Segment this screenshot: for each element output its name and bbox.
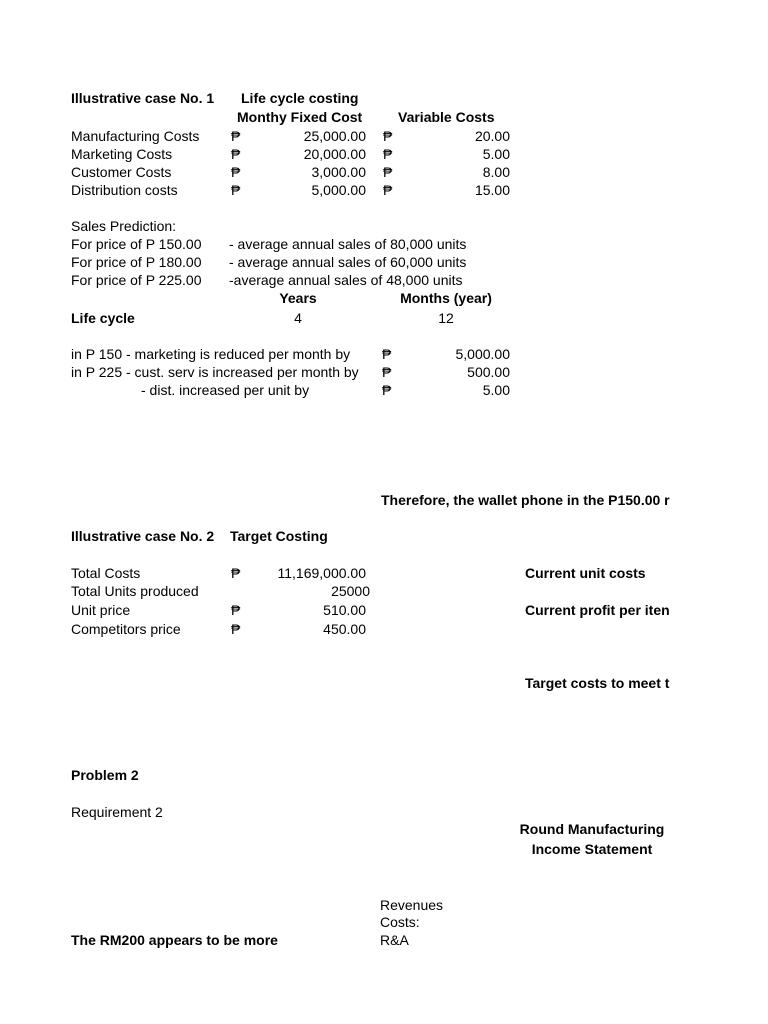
sales-note: -average annual sales of 48,000 units (229, 272, 463, 288)
variable-cost-header: Variable Costs (398, 109, 495, 125)
case1-topic: Life cycle costing (241, 90, 359, 106)
target-row-label: Unit price (71, 602, 131, 618)
target-row-value: 510.00 (323, 602, 366, 618)
case1-conclusion: Therefore, the wallet phone in the P150.00 r (381, 492, 670, 508)
variable-cost-value: 20.00 (474, 128, 510, 144)
sales-note: - average annual sales of 60,000 units (229, 254, 467, 270)
currency-symbol: ₱ (231, 602, 241, 618)
sales-price: For price of P 180.00 (71, 254, 202, 270)
currency-symbol: ₱ (383, 164, 393, 180)
currency-symbol: ₱ (383, 146, 393, 162)
target-row-value: 25000 (331, 583, 370, 599)
adjustment-text: in P 150 - marketing is reduced per month by (71, 346, 351, 362)
fixed-cost-value: 20,000.00 (303, 146, 366, 162)
target-row-value: 450.00 (323, 621, 366, 637)
case2-topic: Target Costing (230, 528, 328, 544)
case1-title: Illustrative case No. 1 (71, 90, 215, 106)
cost-row-label: Marketing Costs (71, 146, 173, 162)
statement-title: Income Statement (531, 841, 653, 857)
sales-prediction-heading: Sales Prediction: (71, 218, 177, 234)
fixed-cost-value: 3,000.00 (311, 164, 366, 180)
problem2-title: Problem 2 (71, 767, 139, 783)
currency-symbol: ₱ (382, 364, 392, 380)
sales-price: For price of P 225.00 (71, 272, 202, 288)
sales-note: - average annual sales of 80,000 units (229, 236, 467, 252)
target-row-label: Competitors price (71, 621, 181, 637)
cost-row-label: Distribution costs (71, 182, 178, 198)
years-value: 4 (294, 310, 302, 326)
problem2-note: The RM200 appears to be more (71, 932, 278, 948)
variable-cost-value: 8.00 (482, 164, 510, 180)
requirement-label: Requirement 2 (71, 804, 163, 820)
currency-symbol: ₱ (231, 128, 241, 144)
cost-row-label: Customer Costs (71, 164, 172, 180)
fixed-cost-value: 5,000.00 (311, 182, 366, 198)
revenues-label: Revenues (380, 897, 444, 913)
case2-title: Illustrative case No. 2 (71, 528, 215, 544)
adjustment-amount: 5.00 (482, 382, 510, 398)
currency-symbol: ₱ (382, 382, 392, 398)
currency-symbol: ₱ (383, 182, 393, 198)
target-row-value: 11,169,000.00 (277, 565, 366, 581)
currency-symbol: ₱ (383, 128, 393, 144)
costs-label: Costs: (380, 914, 420, 930)
cost-row-label: Manufacturing Costs (71, 128, 200, 144)
ra-label: R&A (380, 932, 409, 948)
months-value: 12 (438, 310, 454, 326)
current-unit-costs-label: Current unit costs (525, 565, 646, 581)
currency-symbol: ₱ (231, 146, 241, 162)
currency-symbol: ₱ (231, 621, 241, 637)
sales-price: For price of P 150.00 (71, 236, 202, 252)
fixed-cost-header: Monthy Fixed Cost (237, 109, 363, 125)
years-header: Years (279, 290, 317, 306)
currency-symbol: ₱ (382, 346, 392, 362)
adjustment-text: in P 225 - cust. serv is increased per month by (71, 364, 359, 380)
adjustment-amount: 5,000.00 (455, 346, 510, 362)
currency-symbol: ₱ (231, 164, 241, 180)
target-row-label: Total Costs (71, 565, 141, 581)
currency-symbol: ₱ (231, 565, 241, 581)
months-header: Months (year) (400, 290, 492, 306)
target-costs-label: Target costs to meet t (525, 675, 670, 691)
adjustment-amount: 500.00 (467, 364, 510, 380)
company-name: Round Manufacturing (519, 821, 665, 837)
variable-cost-value: 15.00 (474, 182, 510, 198)
currency-symbol: ₱ (231, 182, 241, 198)
fixed-cost-value: 25,000.00 (303, 128, 366, 144)
life-cycle-label: Life cycle (71, 310, 135, 326)
adjustment-text: - dist. increased per unit by (141, 382, 310, 398)
current-profit-label: Current profit per iten (525, 602, 670, 618)
variable-cost-value: 5.00 (482, 146, 510, 162)
target-row-label: Total Units produced (71, 583, 199, 599)
